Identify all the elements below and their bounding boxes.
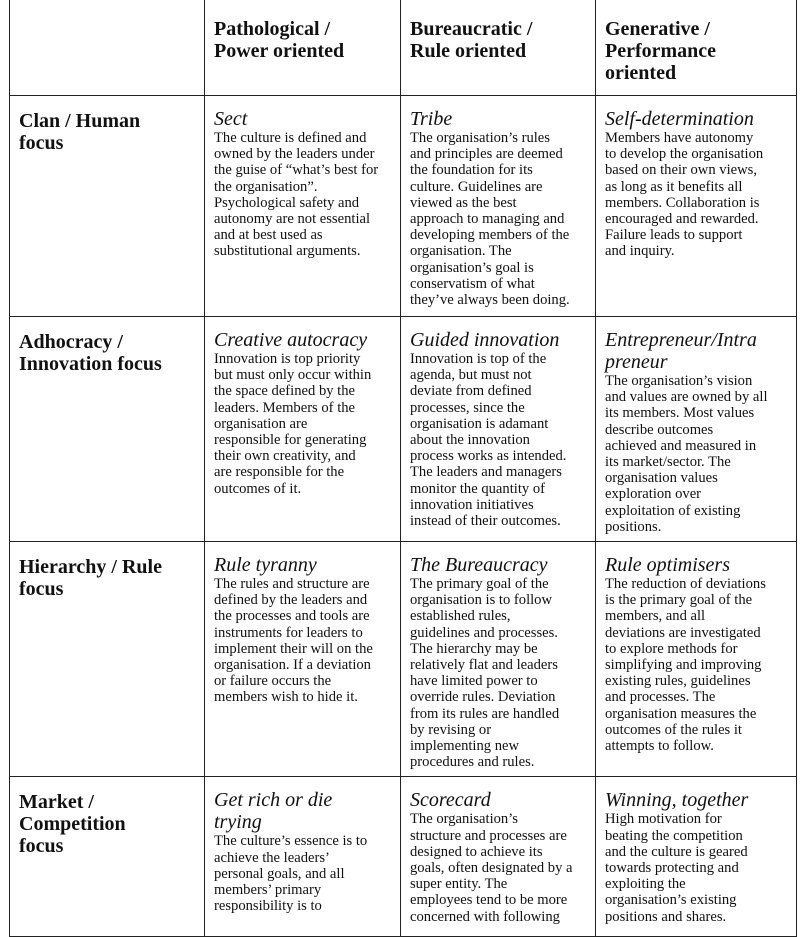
table-cell — [401, 777, 596, 937]
table-cell — [401, 542, 596, 777]
cell-title: Self-determination — [605, 108, 754, 130]
table-cell — [596, 96, 797, 317]
corner-cell — [10, 0, 205, 96]
cell-body: The culture is defined and owned by the leaders under the guise of “what’s best for the organisation”. Psychological safety and autonomy are not essential and at best used as substitutional arguments. — [214, 130, 379, 260]
table-row — [10, 96, 797, 317]
table-cell — [205, 96, 401, 317]
table-cell — [401, 317, 596, 542]
cell-title: Creative autocracy — [214, 329, 368, 351]
cell-title: Winning, together — [605, 789, 749, 812]
column-header-pathological: Pathological / Power oriented — [205, 0, 401, 96]
cell-body: The organisation’s rules and principles are deemed the foundation for its culture. Guidelines are viewed as the best approach to managing and developing members of the organisation. The organisation’s goal is conservatism of what they’ve always been doing. — [410, 130, 570, 309]
header-row — [10, 0, 797, 96]
table-cell — [596, 777, 797, 937]
table-row — [10, 777, 797, 937]
cell-body: The rules and structure are defined by the leaders and the processes and tools are instruments for leaders to implement their will on the organisation. If a deviation or failure occurs the members wish to hide it. — [214, 576, 373, 706]
table-cell — [596, 317, 797, 542]
table-cell — [205, 317, 401, 542]
table-cell — [401, 96, 596, 317]
column-header-generative: Generative / Performance oriented — [596, 0, 797, 96]
cell-body: High motivation for beating the competition and the culture is geared towards protecting and exploiting the organisation’s existing positions and shares. — [605, 811, 748, 925]
table-cell — [205, 777, 401, 937]
cell-title: Rule tyranny — [214, 554, 317, 577]
table-row — [10, 542, 797, 777]
table-row — [10, 317, 797, 542]
cell-title: Scorecard — [410, 789, 491, 812]
cell-body: The organisation’s vision and values are owned by all its members. Most values describe outcomes achieved and measured in its market/sector. The organisation values exploration over exploitation of existing positions. — [605, 373, 768, 535]
cell-body: The culture’s essence is to achieve the leaders’ personal goals, and all members’ primary responsibility is to — [214, 833, 368, 915]
cell-body: The reduction of deviations is the primary goal of the members, and all deviations are investigated to explore methods for simplifying and improving existing rules, guidelines and processes. The organisation measures the outcomes of the rules it attempts to follow. — [605, 576, 766, 755]
column-header-bureaucratic: Bureaucratic / Rule oriented — [401, 0, 596, 96]
cell-title: Guided innovation — [410, 329, 560, 351]
row-header: Clan / Human focus — [10, 96, 205, 317]
cell-title: The Bureaucracy — [410, 554, 548, 577]
row-header: Hierarchy / Rule focus — [10, 542, 205, 777]
cell-body: Innovation is top priority but must only occur within the space defined by the leaders. Members of the organisation are responsible for generating their own creativity, and are responsible for the outcomes of it. — [214, 351, 372, 497]
cell-title: Entrepreneur/Intra preneur — [605, 329, 757, 373]
row-header: Market / Competition focus — [10, 777, 205, 937]
cell-body: Innovation is top of the agenda, but must not deviate from defined processes, since the organisation is adamant about the innovation process works as intended. The leaders and managers monitor the quantity of innovation initiatives instead of their outcomes. — [410, 351, 567, 530]
cell-body: Members have autonomy to develop the organisation based on their own views, as long as it benefits all members. Collaboration is encouraged and rewarded. Failure leads to support and inquiry. — [605, 130, 764, 260]
table-cell — [596, 542, 797, 777]
cell-body: The primary goal of the organisation is to follow established rules, guidelines and processes. The hierarchy may be relatively flat and leaders have limited power to override rules. Deviation from its rules are handled by revising or implementing new procedures and rules. — [410, 576, 560, 771]
table-cell — [205, 542, 401, 777]
row-header: Adhocracy / Innovation focus — [10, 317, 205, 542]
cell-title: Get rich or die trying — [214, 789, 333, 834]
cell-title: Sect — [214, 108, 248, 130]
cell-title: Rule optimisers — [605, 554, 730, 577]
cell-title: Tribe — [410, 108, 453, 130]
culture-matrix-table — [9, 0, 797, 937]
cell-body: The organisation’s structure and processes are designed to achieve its goals, often designated by a super entity. The employees tend to be more concerned with following — [410, 811, 573, 925]
